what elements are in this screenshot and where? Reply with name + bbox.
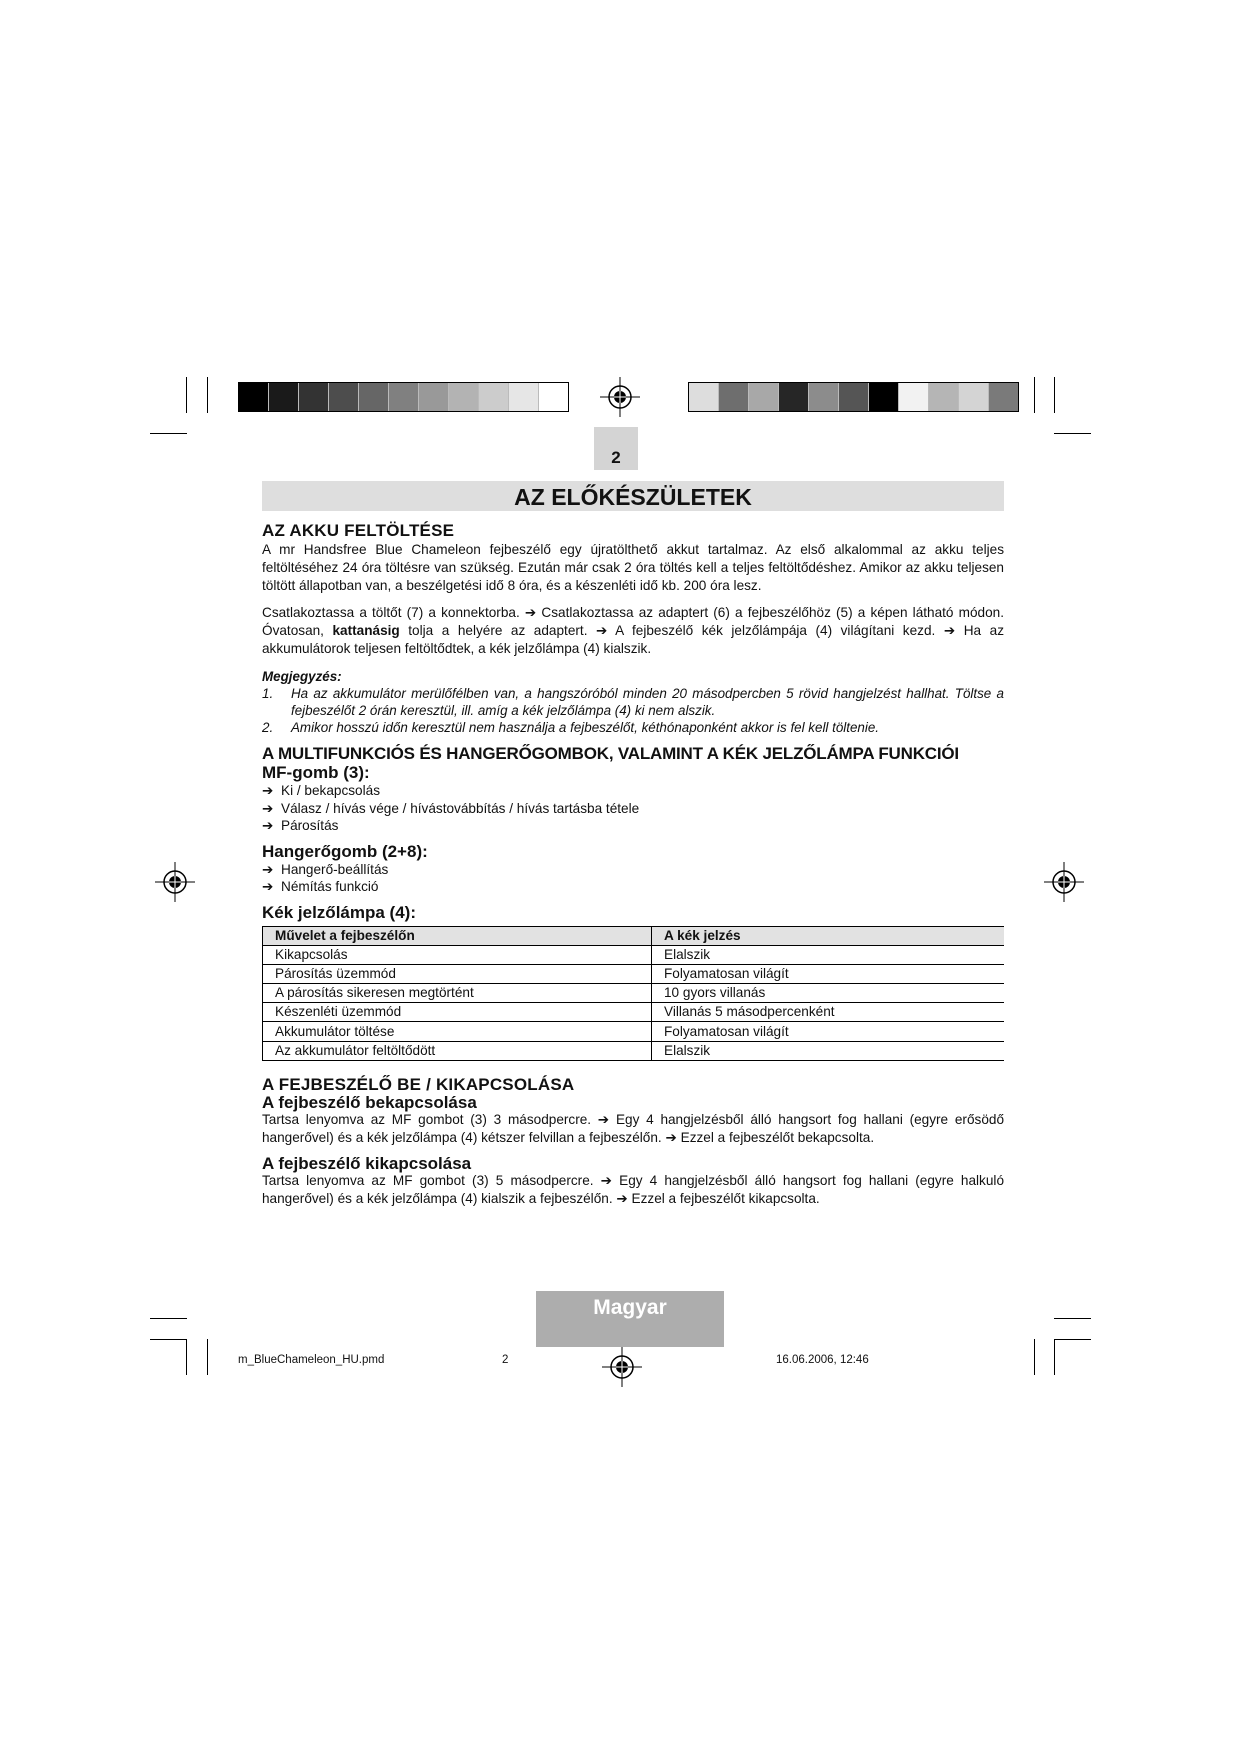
table-cell: Párosítás üzemmód xyxy=(263,964,652,983)
language-label: Magyar xyxy=(593,1296,667,1319)
note-text: Ha az akkumulátor merülőfélben van, a hangszóróból minden 20 másodpercben 5 rövid hangjelzést hallhat. Töltse a fejbeszélőt 2 órán keresztül, ill. amíg a kék jelzőlámpa (4) ki nem alszik. xyxy=(291,686,1004,718)
table-cell: Villanás 5 másodpercenként xyxy=(652,1003,1005,1022)
registration-mark-icon xyxy=(1044,862,1084,902)
main-content xyxy=(262,522,1004,1208)
color-swatch xyxy=(989,383,1018,411)
footer-filename: m_BlueChameleon_HU.pmd xyxy=(238,1354,385,1366)
power-heading: A FEJBESZÉLŐ BE / KIKAPCSOLÁSA xyxy=(262,1074,575,1094)
color-swatch xyxy=(959,383,989,411)
crop-mark xyxy=(1054,433,1091,434)
table-cell: Elalszik xyxy=(652,945,1005,964)
crop-mark xyxy=(186,377,187,413)
table-cell: Kikapcsolás xyxy=(263,945,652,964)
list-item xyxy=(262,782,1004,800)
color-swatch xyxy=(749,383,779,411)
color-swatch xyxy=(239,383,269,411)
registration-mark-icon xyxy=(602,1347,642,1387)
table-header-row xyxy=(263,926,1005,945)
crop-mark xyxy=(1034,377,1035,413)
list-item xyxy=(262,800,1004,818)
mf-button-heading: MF-gomb (3): xyxy=(262,763,370,782)
crop-mark xyxy=(1054,1318,1091,1319)
list-item-text: Válasz / hívás vége / hívástovábbítás / hívás tartásba tétele xyxy=(281,800,640,816)
list-item-text: Párosítás xyxy=(281,818,339,833)
color-swatch xyxy=(719,383,749,411)
functions-heading: A MULTIFUNKCIÓS ÉS HANGERŐGOMBOK, VALAMINT A KÉK JELZŐLÁMPA FUNKCIÓI xyxy=(262,744,959,763)
color-swatch xyxy=(479,383,509,411)
color-swatch xyxy=(449,383,479,411)
arrow-icon: ➔ xyxy=(262,818,274,833)
crop-mark xyxy=(1034,1339,1035,1375)
crop-mark xyxy=(186,1339,187,1375)
color-swatch xyxy=(299,383,329,411)
color-swatch xyxy=(419,383,449,411)
table-row xyxy=(263,1022,1005,1041)
table-cell: Folyamatosan világít xyxy=(652,1022,1005,1041)
table-cell: Az akkumulátor feltöltődött xyxy=(263,1041,652,1060)
led-heading: Kék jelzőlámpa (4): xyxy=(262,902,416,922)
column-header: A kék jelzés xyxy=(652,926,1005,945)
list-item-text: Hangerő-beállítás xyxy=(281,861,389,877)
charging-heading: AZ AKKU FELTÖLTÉSE xyxy=(262,521,455,540)
column-header: Művelet a fejbeszélőn xyxy=(263,926,652,945)
note-title: Megjegyzés: xyxy=(262,669,342,684)
table-row xyxy=(263,1041,1005,1060)
table-cell: 10 gyors villanás xyxy=(652,984,1005,1003)
crop-mark xyxy=(1054,1339,1055,1375)
list-item xyxy=(262,817,1004,835)
note-text: Amikor hosszú időn keresztül nem használja a fejbeszélőt, kéthónaponként akkor is fel kell töltenie. xyxy=(291,720,880,735)
table-cell: Akkumulátor töltése xyxy=(263,1022,652,1041)
footer-page: 2 xyxy=(502,1354,509,1366)
note-item xyxy=(262,719,1004,736)
table-cell: A párosítás sikeresen megtörtént xyxy=(263,984,652,1003)
crop-mark xyxy=(1054,1339,1091,1340)
color-swatch xyxy=(509,383,539,411)
crop-mark xyxy=(150,1339,187,1340)
instructions-text: tolja a helyére az adaptert. ➔ A fejbeszélő kék jelzőlámpája (4) világítani kezd. ➔ Ha az akkumulátorok teljesen feltöltődtek, a kék jelzőlámpa (4) kialszik. xyxy=(262,623,1004,656)
list-item-text: Ki / bekapcsolás xyxy=(281,783,380,798)
crop-mark xyxy=(150,433,187,434)
arrow-icon: ➔ xyxy=(262,800,274,816)
list-item xyxy=(262,878,1004,896)
color-swatch xyxy=(329,383,359,411)
charging-paragraph: A mr Handsfree Blue Chameleon fejbeszélő egy újratölthető akkut tartalmaz. Az első alkalommal az akku teljes feltöltéséhez 24 óra töltésre van szükség. Ezután már csak 2 óra töltés kell a teljes feltöltődéshez. Amikor az akku teljesen töltött állapotban van, a beszélgetési idő 8 óra, és a készenléti idő kb. 200 óra lesz. xyxy=(262,542,1004,593)
crop-mark xyxy=(207,1339,208,1375)
crop-mark xyxy=(150,1318,187,1319)
arrow-icon: ➔ xyxy=(262,861,274,877)
charging-instructions xyxy=(262,604,1004,658)
arrow-icon: ➔ xyxy=(262,879,274,894)
arrow-icon: ➔ xyxy=(262,783,274,798)
crop-mark xyxy=(207,377,208,413)
note-number: 1. xyxy=(262,686,274,701)
page-title: AZ ELŐKÉSZÜLETEK xyxy=(514,484,752,510)
note-item xyxy=(262,685,1004,719)
color-swatch xyxy=(839,383,869,411)
table-row xyxy=(263,945,1005,964)
color-swatch xyxy=(899,383,929,411)
table-cell: Készenléti üzemmód xyxy=(263,1003,652,1022)
table-cell: Elalszik xyxy=(652,1041,1005,1060)
table-row xyxy=(263,964,1005,983)
list-item xyxy=(262,861,1004,879)
instructions-emphasis: kattanásig xyxy=(332,623,400,638)
volume-button-heading: Hangerőgomb (2+8): xyxy=(262,841,428,861)
color-swatch xyxy=(269,383,299,411)
list-item-text: Némítás funkció xyxy=(281,879,379,894)
led-signal-table xyxy=(262,926,1004,1061)
note-number: 2. xyxy=(262,720,274,735)
power-on-heading: A fejbeszélő bekapcsolása xyxy=(262,1092,477,1112)
color-swatch xyxy=(869,383,899,411)
color-calibration-bar-right xyxy=(688,382,1019,412)
color-swatch xyxy=(809,383,839,411)
registration-mark-icon xyxy=(600,377,640,417)
table-cell: Folyamatosan világít xyxy=(652,964,1005,983)
registration-mark-icon xyxy=(155,862,195,902)
color-calibration-bar-left xyxy=(238,382,569,412)
color-swatch xyxy=(389,383,419,411)
instructions-text: Csatlakoztassa a töltőt (7) a konnektorba. ➔ Csatlakoztassa az adaptert (6) a fejbeszélőhöz (5) a képen látható módon. Óvatosan, xyxy=(262,605,1004,638)
power-off-heading: A fejbeszélő kikapcsolása xyxy=(262,1153,472,1173)
power-on-text: Tartsa lenyomva az MF gombot (3) 3 másodpercre. ➔ Egy 4 hangjelzésből álló hangsort fog hallani (egyre erősödő hangerővel) és a kék jelzőlámpa (4) kétszer felvillan a fejbeszélőn. ➔ Ezzel a fejbeszélőt bekapcsolta. xyxy=(262,1111,1004,1145)
color-swatch xyxy=(359,383,389,411)
power-off-text: Tartsa lenyomva az MF gombot (3) 5 másodpercre. ➔ Egy 4 hangjelzésből álló hangsort fog hallani (egyre halkuló hangerővel) és a kék jelzőlámpa (4) kialszik a fejbeszélőn. ➔ Ezzel a fejbeszélőt kikapcsolta. xyxy=(262,1172,1004,1206)
table-row xyxy=(263,984,1005,1003)
color-swatch xyxy=(689,383,719,411)
footer-datetime: 16.06.2006, 12:46 xyxy=(776,1354,869,1366)
page-number: 2 xyxy=(611,448,621,467)
color-swatch xyxy=(929,383,959,411)
color-swatch xyxy=(779,383,809,411)
crop-mark xyxy=(1054,377,1055,413)
table-row xyxy=(263,1003,1005,1022)
color-swatch xyxy=(539,383,568,411)
